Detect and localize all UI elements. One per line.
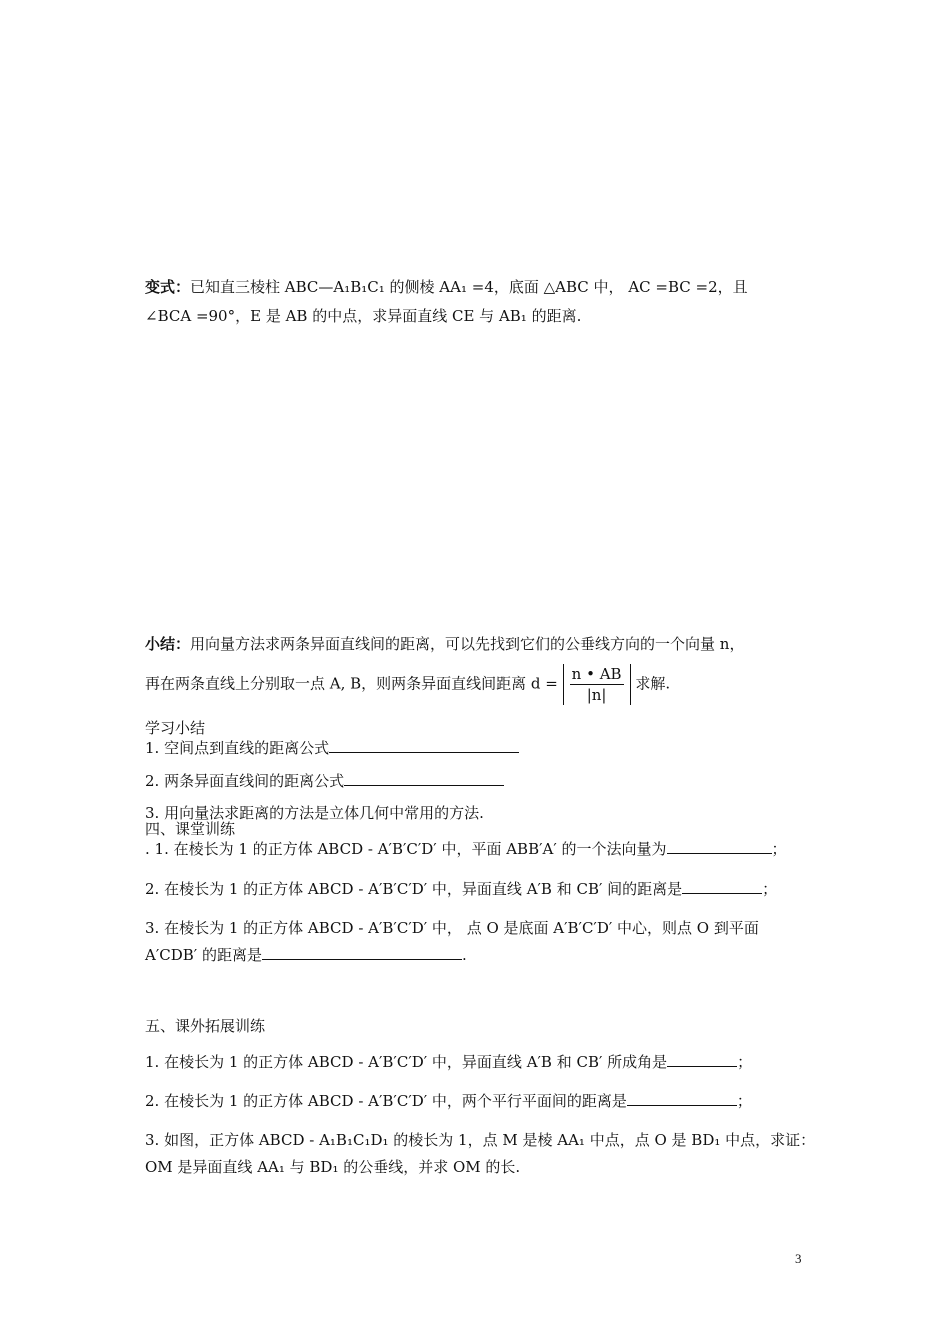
study-item-2-text: 2. 两条异面直线间的距离公式 (145, 772, 345, 790)
practice-q2-text: 2. 在棱长为 1 的正方体 ABCD - A′B′C′D′ 中，异面直线 A′B 和 CB′ 间的距离是 (145, 880, 683, 898)
practice-q3-line-2 (145, 944, 467, 965)
practice-title: 四、课堂训练 (145, 820, 236, 838)
practice-q1-text: . 1. 在棱长为 1 的正方体 ABCD - A′B′C′D′ 中，平面 ABB′A′ 的一个法向量为 (145, 840, 667, 858)
formula-numerator: n • AB (571, 665, 622, 683)
extension-q2 (145, 1090, 752, 1111)
extension-q1-text: 1. 在棱长为 1 的正方体 ABCD - A′B′C′D′ 中，异面直线 A′B 和 CB′ 所成角是 (145, 1053, 668, 1071)
variant-text-1: 已知直三棱柱 ABC—A₁B₁C₁ 的侧棱 AA₁ =4，底面 △ABC 中， AC =BC =2，且 (190, 278, 748, 296)
summary-text-1: 用向量方法求两条异面直线间的距离，可以先找到它们的公垂线方向的一个向量 n， (190, 635, 745, 653)
extension-q3-line-2: OM 是异面直线 AA₁ 与 BD₁ 的公垂线，并求 OM 的长. (145, 1158, 521, 1176)
extension-q3-line-1: 3. 如图，正方体 ABCD - A₁B₁C₁D₁ 的棱长为 1，点 M 是棱 AA₁ 中点，点 O 是 BD₁ 中点，求证： (145, 1131, 816, 1149)
study-item-3: 3. 用向量法求距离的方法是立体几何中常用的方法. (145, 804, 484, 822)
variant-line-1 (145, 277, 748, 297)
semicolon: ； (762, 880, 778, 898)
answer-blank[interactable] (329, 737, 519, 753)
answer-blank[interactable] (344, 770, 504, 786)
variant-heading: 变式： (145, 278, 191, 296)
answer-blank[interactable] (667, 838, 772, 854)
semicolon: ； (736, 1092, 752, 1110)
practice-q2 (145, 878, 777, 899)
semicolon: ； (737, 1053, 753, 1071)
practice-q3-text: A′CDB′ 的距离是 (145, 946, 262, 964)
semicolon: ； (771, 840, 787, 858)
period: . (461, 946, 467, 964)
practice-q3-line-1: 3. 在棱长为 1 的正方体 ABCD - A′B′C′D′ 中， 点 O 是底面 A′B′C′D′ 中心，则点 O 到平面 (145, 919, 759, 937)
study-title: 学习小结 (145, 719, 206, 737)
answer-blank[interactable] (262, 944, 462, 960)
extension-q1 (145, 1051, 752, 1072)
study-item-1-text: 1. 空间点到直线的距离公式 (145, 739, 330, 757)
answer-blank[interactable] (627, 1090, 737, 1106)
answer-blank[interactable] (682, 878, 762, 894)
study-item-2 (145, 770, 504, 791)
extension-title: 五、课外拓展训练 (145, 1017, 266, 1035)
study-item-1 (145, 737, 519, 758)
summary-text-2: 再在两条直线上分别取一点 A, B，则两条异面直线间距离 d = (145, 674, 558, 693)
summary-line-2 (145, 664, 670, 705)
distance-formula (563, 664, 631, 705)
summary-line-1 (145, 634, 744, 654)
practice-q1 (145, 838, 787, 859)
summary-heading: 小结： (145, 635, 191, 653)
page-number: 3 (795, 1251, 802, 1266)
summary-text-3: 求解. (635, 674, 671, 693)
extension-q2-text: 2. 在棱长为 1 的正方体 ABCD - A′B′C′D′ 中，两个平行平面间的距离是 (145, 1092, 627, 1110)
variant-line-2: ∠BCA =90°，E 是 AB 的中点，求异面直线 CE 与 AB₁ 的距离. (145, 307, 582, 325)
answer-blank[interactable] (667, 1051, 737, 1067)
formula-denominator: |n| (586, 686, 607, 704)
